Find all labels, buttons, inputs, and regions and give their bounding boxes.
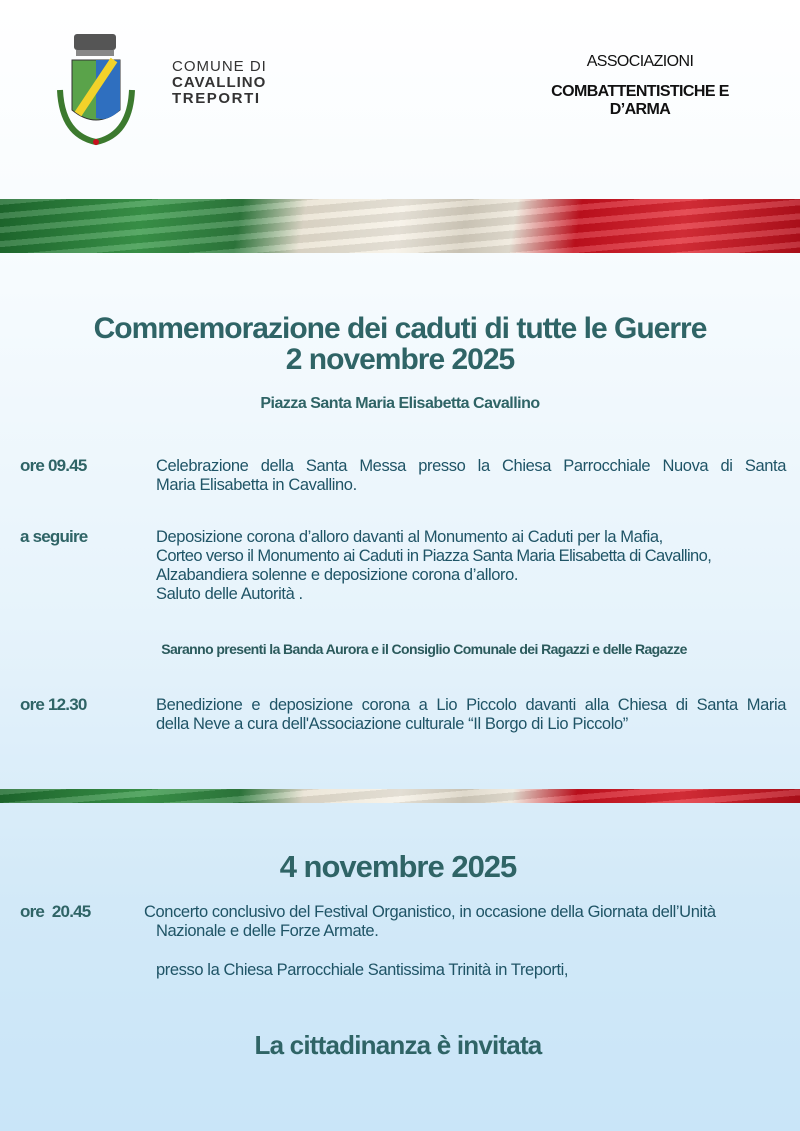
event-date: 2 novembre 2025 bbox=[285, 343, 515, 376]
logo-line: COMUNE DI bbox=[172, 58, 267, 75]
description-line: Celebrazione della Santa Messa presso la Chiesa Parrocchiale Nuova di Santa bbox=[156, 457, 786, 475]
description-line: Alzabandiera solenne e deposizione corona d’alloro. bbox=[156, 566, 519, 584]
invitation-footer: La cittadinanza è invitata bbox=[254, 1030, 542, 1060]
description-line: Corteo verso il Monumento ai Caduti in Piazza Santa Maria Elisabetta di Cavallino, bbox=[156, 547, 712, 565]
italian-flag-divider bbox=[0, 789, 800, 803]
italian-flag-banner bbox=[0, 199, 800, 253]
event-description bbox=[156, 696, 786, 734]
event2-date: 4 novembre 2025 bbox=[279, 849, 517, 884]
coat-of-arms-logo bbox=[52, 30, 140, 152]
event-description bbox=[156, 457, 786, 495]
event-title bbox=[0, 313, 800, 375]
associations-heading bbox=[540, 53, 740, 119]
description-line: Deposizione corona d’alloro davanti al Monumento ai Caduti per la Mafia, bbox=[156, 528, 663, 546]
time-label: ore 20.45 bbox=[20, 902, 91, 921]
logo-line: CAVALLINO bbox=[172, 74, 267, 91]
description-line: Nazionale e delle Forze Armate. bbox=[156, 922, 379, 940]
comune-logo-text bbox=[172, 59, 267, 107]
description-line: della Neve a cura dell'Associazione culturale “Il Borgo di Lio Piccolo” bbox=[156, 715, 628, 733]
event-description bbox=[156, 528, 786, 604]
assoc-line: COMBATTENTISTICHE E bbox=[551, 83, 729, 100]
description-line: Concerto conclusivo del Festival Organistico, in occasione della Giornata dell’Unità bbox=[144, 903, 716, 921]
description-line: Saluto delle Autorità . bbox=[156, 585, 303, 603]
description-line: Maria Elisabetta in Cavallino. bbox=[156, 476, 357, 494]
description-line: Benedizione e deposizione corona a Lio Piccolo davanti alla Chiesa di Santa Maria bbox=[156, 696, 786, 714]
assoc-line: D’ARMA bbox=[609, 101, 671, 118]
event2-description bbox=[144, 903, 786, 941]
title-line: Commemorazione dei caduti di tutte le Guerre bbox=[93, 312, 707, 345]
participants-note: Saranno presenti la Banda Aurora e il Consiglio Comunale dei Ragazzi e delle Ragazze bbox=[161, 641, 687, 657]
logo-line: TREPORTI bbox=[172, 90, 261, 107]
assoc-line: ASSOCIAZIONI bbox=[586, 53, 694, 70]
time-label: ore 09.45 bbox=[20, 456, 87, 475]
time-label: ore 12.30 bbox=[20, 695, 87, 714]
event2-place: presso la Chiesa Parrocchiale Santissima Trinità in Treporti, bbox=[156, 961, 569, 979]
event-location: Piazza Santa Maria Elisabetta Cavallino bbox=[260, 395, 540, 412]
time-label: a seguire bbox=[20, 527, 88, 546]
